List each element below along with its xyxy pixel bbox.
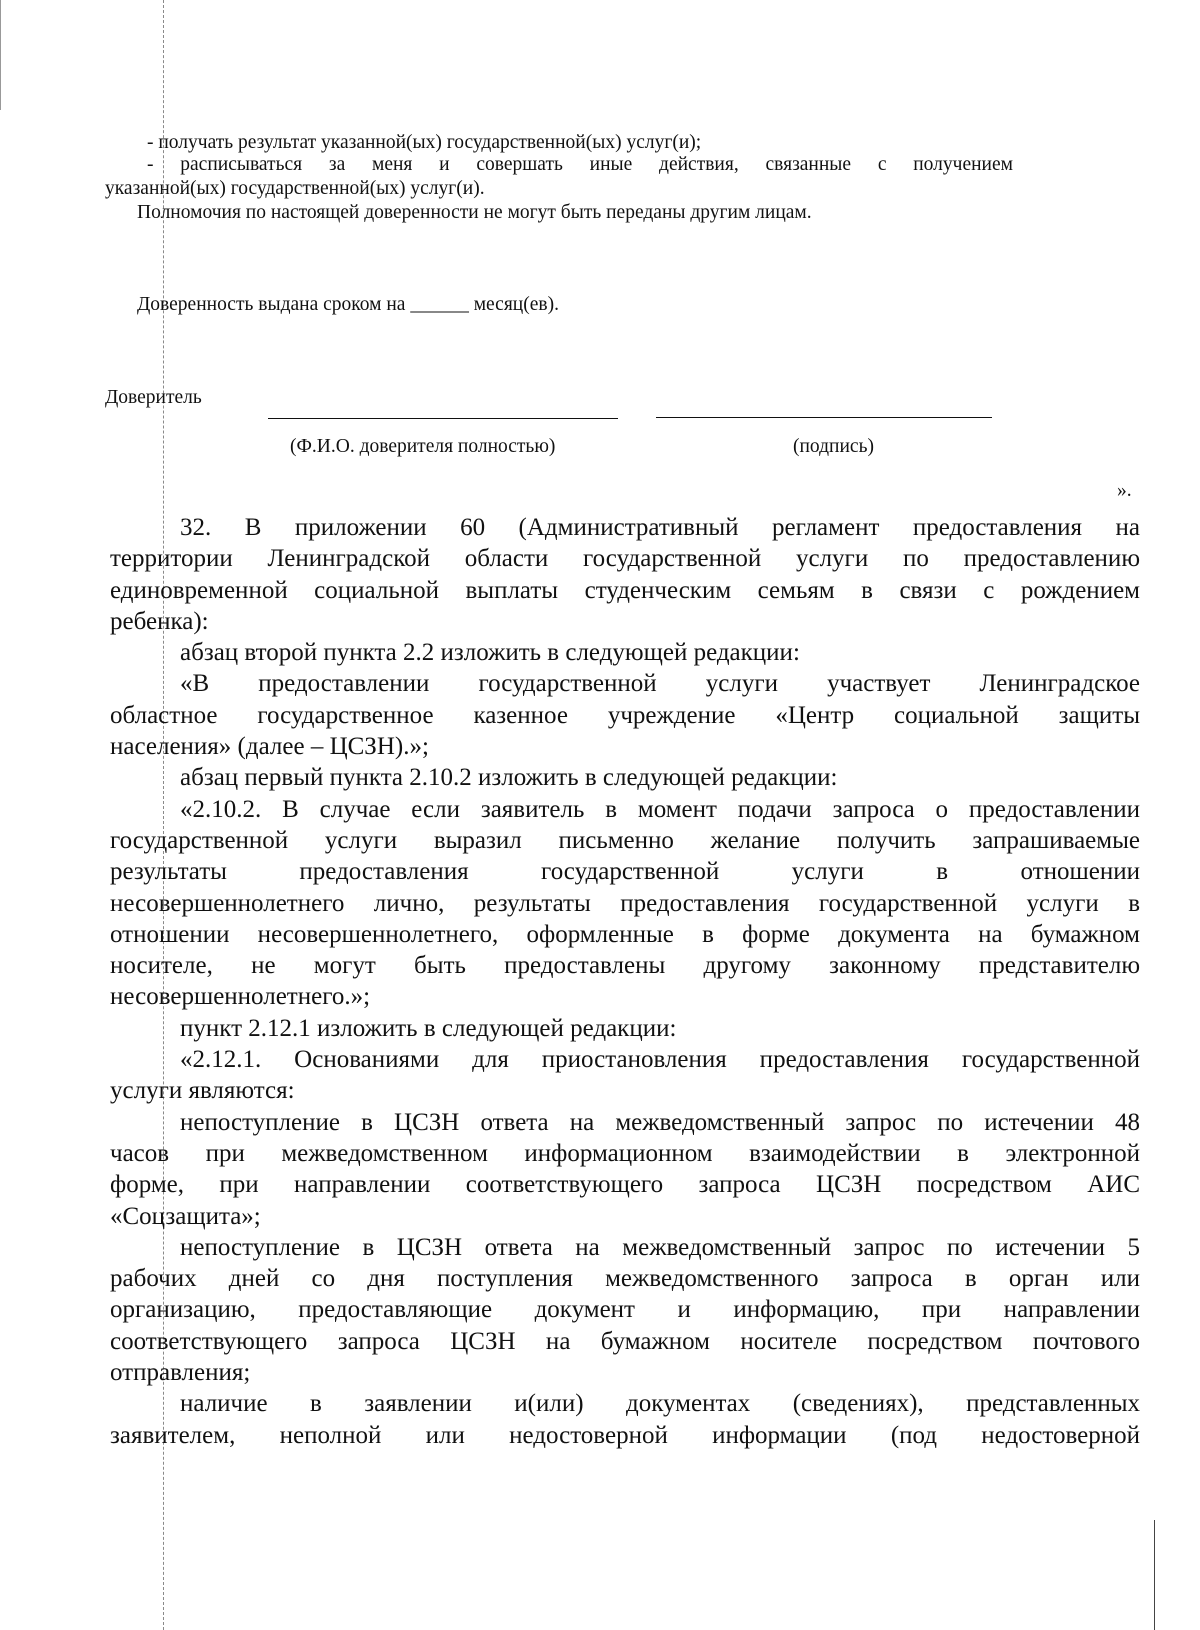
- paragraph-line: государственной услуги выразил письменно желание получить запрашиваемые: [110, 826, 1140, 854]
- paragraph-line: территории Ленинградской области государственной услуги по предоставлению: [110, 545, 1140, 573]
- paragraph-line: соответствующего запроса ЦСЗН на бумажном носителе посредством почтового: [110, 1327, 1140, 1355]
- term-suffix: месяц(ев).: [473, 294, 559, 315]
- paragraph-line: абзац первый пункта 2.10.2 изложить в следующей редакции:: [180, 764, 838, 792]
- paragraph-line: услуги являются:: [110, 1077, 295, 1105]
- paragraph-line: носителе, не могут быть предоставлены другому законному представителю: [110, 952, 1140, 980]
- scan-edge-line: [0, 0, 1, 110]
- name-caption: (Ф.И.О. доверителя полностью): [290, 436, 556, 457]
- paragraph-line: «2.10.2. В случае если заявитель в момент подачи запроса о предоставлении: [180, 795, 1140, 823]
- scan-edge-line-right: [1154, 1520, 1155, 1630]
- paragraph-line: «Соцзащита»;: [110, 1202, 261, 1230]
- paragraph-line: «2.12.1. Основаниями для приостановления предоставления государственной: [180, 1046, 1140, 1074]
- sign-caption: (подпись): [793, 436, 874, 457]
- term-prefix: Доверенность выдана сроком на: [137, 294, 406, 315]
- paragraph-line: абзац второй пункта 2.2 изложить в следующей редакции:: [180, 639, 800, 667]
- paragraph-line: 32. В приложении 60 (Административный регламент предоставления на: [180, 514, 1140, 541]
- term-blank: ______: [410, 294, 469, 315]
- power-item-2: - расписываться за меня и совершать иные действия, связанные с получением: [147, 154, 1013, 175]
- paragraph-line: часов при межведомственном информационном взаимодействии в электронной: [110, 1139, 1140, 1167]
- term-line: [137, 290, 559, 320]
- paragraph-line: несовершеннолетнего лично, результаты предоставления государственной услуги в: [110, 889, 1140, 917]
- paragraph-line: рабочих дней со дня поступления межведомственного запроса в орган или: [110, 1265, 1140, 1293]
- paragraph-line: заявителем, неполной или недостоверной информации (под недостоверной: [110, 1421, 1140, 1449]
- paragraph-line: результаты предоставления государственной услуги в отношении: [110, 858, 1140, 886]
- power-item-2-cont: указанной(ых) государственной(ых) услуг(и).: [105, 178, 485, 199]
- paragraph-line: непоступление в ЦСЗН ответа на межведомственный запрос по истечении 5: [180, 1233, 1140, 1261]
- paragraph-line: ребенка):: [110, 607, 209, 635]
- amendment-block: [110, 512, 1140, 1451]
- paragraph-line: несовершеннолетнего.»;: [110, 983, 371, 1011]
- paragraph-line: организацию, предоставляющие документ и информацию, при направлении: [110, 1296, 1140, 1324]
- powers-non-transferable: Полномочия по настоящей доверенности не могут быть переданы другим лицам.: [137, 202, 812, 223]
- paragraph-line: непоступление в ЦСЗН ответа на межведомственный запрос по истечении 48: [180, 1108, 1140, 1136]
- power-item-1: - получать результат указанной(ых) государственной(ых) услуг(и);: [147, 132, 702, 153]
- paragraph-line: пункт 2.12.1 изложить в следующей редакции:: [180, 1014, 677, 1042]
- signatory-label: Доверитель: [105, 387, 202, 408]
- paragraph-line: отправления;: [110, 1359, 251, 1387]
- paragraph-line: форме, при направлении соответствующего запроса ЦСЗН посредством АИС: [110, 1171, 1140, 1199]
- name-signature-line: [268, 418, 618, 419]
- closing-quote: ».: [1117, 480, 1132, 501]
- paragraph-line: населения» (далее – ЦСЗН).»;: [110, 733, 429, 761]
- paragraph-line: отношении несовершеннолетнего, оформленные в форме документа на бумажном: [110, 920, 1140, 948]
- paragraph-line: наличие в заявлении и(или) документах (сведениях), представленных: [180, 1390, 1140, 1418]
- paragraph-line: «В предоставлении государственной услуги участвует Ленинградское: [180, 670, 1140, 698]
- paragraph-line: областное государственное казенное учреждение «Центр социальной защиты: [110, 701, 1140, 729]
- sign-signature-line: [656, 417, 992, 418]
- paragraph-line: единовременной социальной выплаты студенческим семьям в связи с рождением: [110, 576, 1140, 604]
